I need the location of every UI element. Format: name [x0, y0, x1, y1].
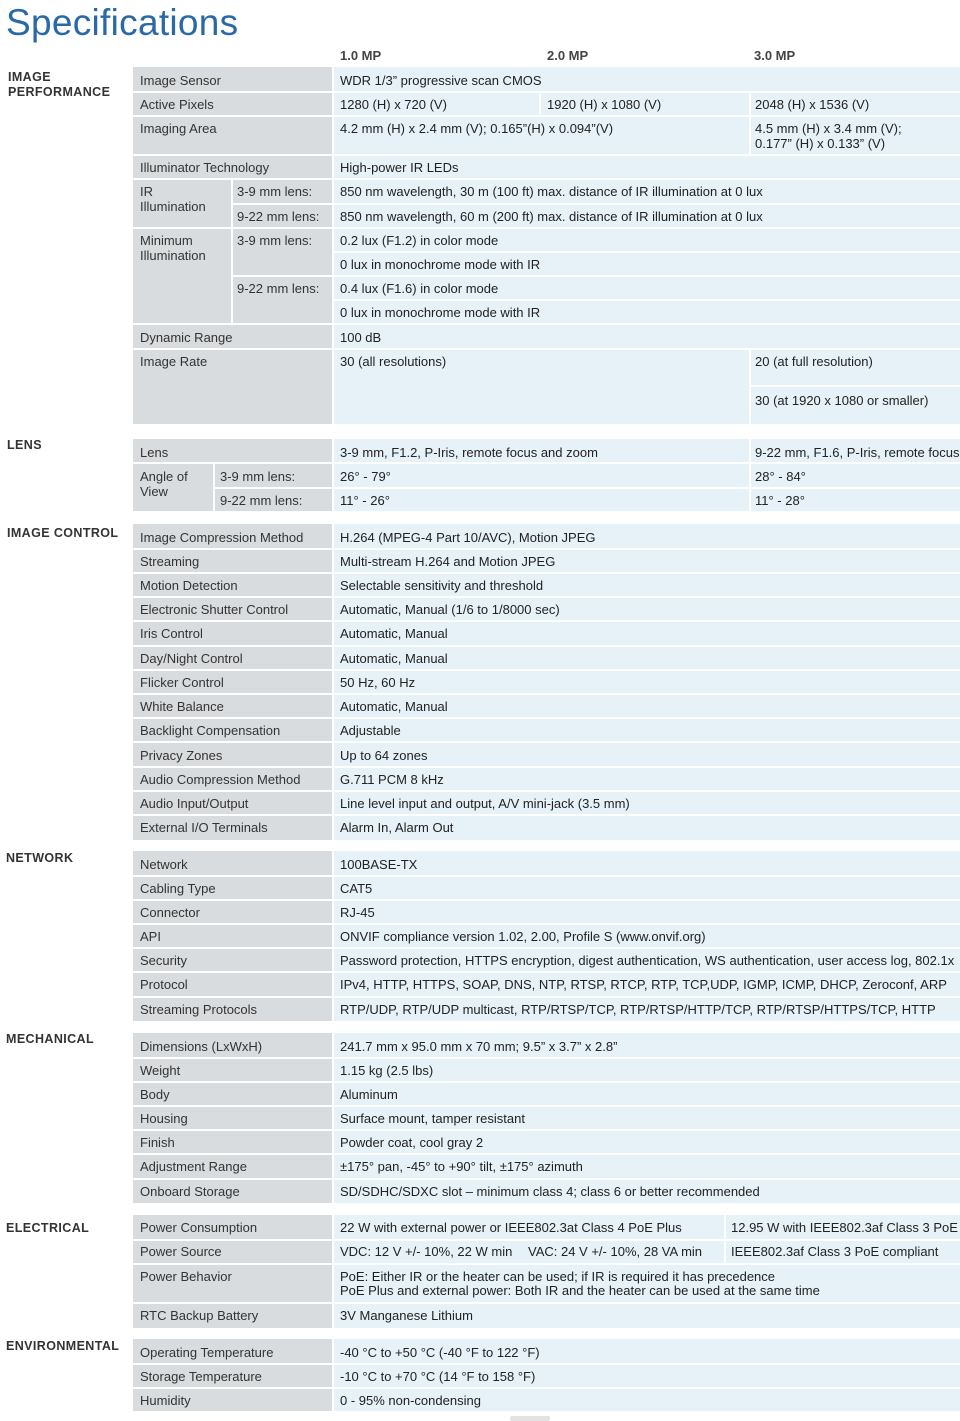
spec-value: SD/SDHC/SDXC slot – minimum class 4; class 6 or better recommended — [340, 1184, 760, 1199]
spec-label-power-behavior: Power Behavior — [140, 1269, 232, 1284]
spec-label: External I/O Terminals — [140, 820, 268, 835]
column-divider — [332, 1215, 334, 1328]
row-divider — [133, 1363, 960, 1365]
row-divider — [133, 323, 960, 325]
spec-label: Connector — [140, 905, 200, 920]
column-divider — [749, 439, 751, 511]
spec-value-image-sensor: WDR 1/3” progressive scan CMOS — [340, 73, 542, 88]
row-divider — [133, 1105, 960, 1107]
spec-label-power-consumption: Power Consumption — [140, 1220, 258, 1235]
spec-value: Powder coat, cool gray 2 — [340, 1135, 484, 1150]
label-line: Illumination — [140, 199, 206, 214]
spec-value-aov-9-22-3mp: 11° - 28° — [755, 493, 805, 508]
spec-label: Housing — [140, 1111, 188, 1126]
spec-value: 241.7 mm x 95.0 mm x 70 mm; 9.5” x 3.7” x 2.8” — [340, 1039, 618, 1054]
column-divider — [332, 851, 334, 1021]
section-mechanical: MECHANICAL — [6, 1032, 95, 1046]
spec-value-imaging-area-3mp-inch: 0.177” (H) x 0.133” (V) — [755, 136, 886, 151]
spec-value-dynamic-range: 100 dB — [340, 330, 382, 345]
spec-label: Operating Temperature — [140, 1345, 274, 1360]
spec-label: Dimensions (LxWxH) — [140, 1039, 263, 1054]
spec-value-imaging-area-3mp: 4.5 mm (H) x 3.4 mm (V); — [755, 121, 902, 136]
row-divider — [133, 790, 960, 792]
spec-label: Adjustment Range — [140, 1159, 247, 1174]
spec-label: Security — [140, 953, 187, 968]
spec-value-aov-3-9-3mp: 28° - 84° — [755, 469, 806, 484]
spec-value-min-illum-mono-3-9: 0 lux in monochrome mode with IR — [340, 257, 541, 272]
spec-label: Protocol — [140, 977, 188, 992]
spec-value: 1.15 kg (2.5 lbs) — [340, 1063, 434, 1078]
row-divider — [133, 766, 960, 768]
column-divider — [724, 1215, 726, 1263]
spec-value-ir-9-22: 850 nm wavelength, 60 m (200 ft) max. distance of IR illumination at 0 lux — [340, 209, 763, 224]
spec-value-aov-9-22-1mp: 11° - 26° — [340, 493, 390, 508]
spec-value: -10 °C to +70 °C (14 °F to 158 °F) — [340, 1369, 536, 1384]
spec-label-imaging-area: Imaging Area — [140, 121, 217, 136]
column-divider — [213, 464, 215, 511]
spec-value: Alarm In, Alarm Out — [340, 820, 454, 835]
spec-value-power-consumption-poe-plus: 22 W with external power or IEEE802.3at Class 4 PoE Plus — [340, 1220, 682, 1235]
spec-value: Multi-stream H.264 and Motion JPEG — [340, 554, 556, 569]
spec-label-ir-illumination — [140, 184, 206, 214]
spec-label-angle-of-view — [140, 469, 188, 499]
spec-label-minimum-illumination — [140, 233, 206, 263]
spec-label: Audio Input/Output — [140, 796, 249, 811]
spec-label: Onboard Storage — [140, 1184, 240, 1199]
row-divider — [133, 620, 960, 622]
label-line: IR — [140, 184, 153, 199]
row-divider — [133, 1153, 960, 1155]
spec-value: IPv4, HTTP, HTTPS, SOAP, DNS, NTP, RTSP, RTCP, RTP, TCP,UDP, IGMP, ICMP, DHCP, Zeroconf, ARP — [340, 977, 947, 992]
column-divider — [332, 1033, 334, 1203]
row-divider — [133, 899, 960, 901]
spec-label: Iris Control — [140, 626, 203, 641]
column-header-1mp: 1.0 MP — [340, 48, 382, 63]
row-divider — [133, 1057, 960, 1059]
row-divider — [133, 154, 960, 156]
spec-label: Day/Night Control — [140, 651, 243, 666]
row-divider — [133, 1129, 960, 1131]
row-divider — [213, 487, 960, 489]
spec-label: API — [140, 929, 161, 944]
row-divider — [133, 348, 960, 350]
spec-value: -40 °C to +50 °C (-40 °F to 122 °F) — [340, 1345, 540, 1360]
row-divider — [133, 971, 960, 973]
spec-label-power-source: Power Source — [140, 1244, 222, 1259]
spec-label: Privacy Zones — [140, 748, 223, 763]
row-divider — [133, 572, 960, 574]
spec-label: Streaming Protocols — [140, 1002, 258, 1017]
row-divider — [133, 741, 960, 743]
spec-value: 0 - 95% non-condensing — [340, 1393, 481, 1408]
lens-sublabel-3-9: 3-9 mm lens: — [220, 469, 296, 484]
spec-label: Finish — [140, 1135, 175, 1150]
row-divider — [133, 1387, 960, 1389]
row-divider — [333, 251, 960, 253]
row-divider — [133, 1239, 960, 1241]
spec-value-imaging-area-1mp: 4.2 mm (H) x 2.4 mm (V); 0.165”(H) x 0.094”(V) — [340, 121, 614, 136]
spec-label: Humidity — [140, 1393, 191, 1408]
spec-value-image-rate-3mp-reduced: 30 (at 1920 x 1080 or smaller) — [755, 393, 929, 408]
lens-sublabel-9-22: 9-22 mm lens: — [237, 281, 320, 296]
lens-sublabel-3-9: 3-9 mm lens: — [237, 233, 313, 248]
row-divider — [333, 299, 960, 301]
label-line: Illumination — [140, 248, 206, 263]
spec-value: Selectable sensitivity and threshold — [340, 578, 544, 593]
spec-label-illuminator: Illuminator Technology — [140, 160, 270, 175]
spec-label: Body — [140, 1087, 170, 1102]
spec-value-lens-3-9: 3-9 mm, F1.2, P-Iris, remote focus and zoom — [340, 445, 598, 460]
spec-value-power-source-poe: IEEE802.3af Class 3 PoE compliant — [731, 1244, 939, 1259]
spec-label: Cabling Type — [140, 881, 216, 896]
spec-value: ONVIF compliance version 1.02, 2.00, Profile S (www.onvif.org) — [340, 929, 706, 944]
spec-label: Network — [140, 857, 188, 872]
section-electrical: ELECTRICAL — [6, 1221, 90, 1235]
row-divider — [133, 814, 960, 816]
spec-value-image-rate-3mp-full: 20 (at full resolution) — [755, 354, 873, 369]
column-header-2mp: 2.0 MP — [547, 48, 589, 63]
row-divider — [231, 275, 960, 277]
spec-value: G.711 PCM 8 kHz — [340, 772, 444, 787]
spec-value-active-pixels-2mp: 1920 (H) x 1080 (V) — [547, 97, 662, 112]
spec-label: Image Compression Method — [140, 530, 304, 545]
spec-label: Audio Compression Method — [140, 772, 301, 787]
lens-sublabel-9-22: 9-22 mm lens: — [220, 493, 303, 508]
spec-value-power-source-vac: VAC: 24 V +/- 10%, 28 VA min — [528, 1244, 703, 1259]
row-divider — [133, 875, 960, 877]
row-divider — [133, 91, 960, 93]
row-divider — [133, 1081, 960, 1083]
section-lens: LENS — [7, 438, 42, 452]
row-divider — [133, 645, 960, 647]
spec-value-active-pixels-3mp: 2048 (H) x 1536 (V) — [755, 97, 870, 112]
column-divider — [332, 67, 334, 424]
column-divider — [749, 350, 751, 424]
column-divider — [332, 1339, 334, 1411]
spec-label-image-sensor: Image Sensor — [140, 73, 221, 88]
spec-value: Automatic, Manual (1/6 to 1/8000 sec) — [340, 602, 560, 617]
row-divider — [231, 203, 960, 205]
spec-value: Aluminum — [340, 1087, 398, 1102]
spec-value: RTP/UDP, RTP/UDP multicast, RTP/RTSP/TCP, RTP/RTSP/HTTP/TCP, RTP/RTSP/HTTPS/TCP, HTTP — [340, 1002, 936, 1017]
column-divider — [749, 93, 751, 154]
spec-label-rtc-battery: RTC Backup Battery — [140, 1308, 259, 1323]
lens-sublabel-3-9: 3-9 mm lens: — [237, 184, 313, 199]
spec-value: Surface mount, tamper resistant — [340, 1111, 525, 1126]
spec-value: Password protection, HTTPS encryption, digest authentication, WS authentication, user access log, 802.1x — [340, 953, 955, 968]
row-divider — [133, 923, 960, 925]
spec-value-power-behavior-poe: PoE: Either IR or the heater can be used; if IR is required it has precedence — [340, 1269, 776, 1284]
spec-value-power-consumption-poe: 12.95 W with IEEE802.3af Class 3 PoE — [731, 1220, 958, 1235]
scrollbar-thumb[interactable] — [510, 1416, 550, 1421]
spec-value-min-illum-color-9-22: 0.4 lux (F1.6) in color mode — [340, 281, 499, 296]
spec-value: CAT5 — [340, 881, 373, 896]
spec-value-power-behavior-poe-plus: PoE Plus and external power: Both IR and the heater can be used at the same time — [340, 1283, 820, 1298]
spec-value-lens-9-22: 9-22 mm, F1.6, P-Iris, remote focus — [755, 445, 960, 460]
lens-sublabel-9-22: 9-22 mm lens: — [237, 209, 320, 224]
spec-label-active-pixels: Active Pixels — [140, 97, 214, 112]
spec-value: ±175° pan, -45° to +90° tilt, ±175° azimuth — [340, 1159, 583, 1174]
label-line: View — [140, 484, 168, 499]
spec-value: Up to 64 zones — [340, 748, 428, 763]
spec-value-min-illum-color-3-9: 0.2 lux (F1.2) in color mode — [340, 233, 499, 248]
spec-value: Automatic, Manual — [340, 699, 448, 714]
spec-value-active-pixels-1mp: 1280 (H) x 720 (V) — [340, 97, 447, 112]
spec-label: Streaming — [140, 554, 200, 569]
row-divider — [749, 385, 960, 387]
section-image-control: IMAGE CONTROL — [7, 526, 119, 540]
spec-value: Automatic, Manual — [340, 626, 448, 641]
spec-label-dynamic-range: Dynamic Range — [140, 330, 233, 345]
row-divider — [133, 947, 960, 949]
spec-value: RJ-45 — [340, 905, 375, 920]
column-divider — [539, 93, 541, 115]
spec-label: Storage Temperature — [140, 1369, 262, 1384]
row-divider — [133, 548, 960, 550]
section-image-performance — [8, 70, 110, 100]
label-line: Minimum — [140, 233, 193, 248]
row-divider — [133, 115, 960, 117]
spec-value-aov-3-9-1mp: 26° - 79° — [340, 469, 391, 484]
spec-label-lens: Lens — [140, 445, 169, 460]
spec-value: 100BASE-TX — [340, 857, 418, 872]
spec-label: Flicker Control — [140, 675, 224, 690]
spec-value: Line level input and output, A/V mini-jack (3.5 mm) — [340, 796, 630, 811]
spec-label: White Balance — [140, 699, 224, 714]
row-divider — [133, 596, 960, 598]
spec-value-rtc-battery: 3V Manganese Lithium — [340, 1308, 473, 1323]
column-divider — [231, 180, 233, 323]
row-divider — [133, 1178, 960, 1180]
spec-value: 50 Hz, 60 Hz — [340, 675, 416, 690]
row-divider — [133, 178, 960, 180]
column-header-3mp: 3.0 MP — [754, 48, 796, 63]
label-line: Angle of — [140, 469, 188, 484]
row-divider — [133, 1302, 960, 1304]
spec-value: Adjustable — [340, 723, 401, 738]
column-divider — [332, 439, 334, 511]
section-title-line: IMAGE — [8, 70, 51, 84]
spec-value-image-rate-1mp: 30 (all resolutions) — [340, 354, 447, 369]
row-divider — [133, 693, 960, 695]
spec-label: Electronic Shutter Control — [140, 602, 289, 617]
spec-value: H.264 (MPEG-4 Part 10/AVC), Motion JPEG — [340, 530, 596, 545]
row-divider — [133, 717, 960, 719]
spec-label: Motion Detection — [140, 578, 238, 593]
spec-label: Weight — [140, 1063, 181, 1078]
row-divider — [133, 227, 960, 229]
spec-value-illuminator: High-power IR LEDs — [340, 160, 459, 175]
spec-label: Backlight Compensation — [140, 723, 281, 738]
spec-value: Automatic, Manual — [340, 651, 448, 666]
section-title-line: PERFORMANCE — [8, 85, 111, 99]
row-divider — [133, 996, 960, 998]
column-divider — [332, 524, 334, 840]
page-title: Specifications — [6, 2, 239, 43]
spec-value-power-source-vdc: VDC: 12 V +/- 10%, 22 W min — [340, 1244, 513, 1259]
spec-value-min-illum-mono-9-22: 0 lux in monochrome mode with IR — [340, 305, 541, 320]
row-divider — [133, 669, 960, 671]
section-network: NETWORK — [6, 851, 74, 865]
section-environmental: ENVIRONMENTAL — [6, 1339, 120, 1353]
spec-value-ir-3-9: 850 nm wavelength, 30 m (100 ft) max. distance of IR illumination at 0 lux — [340, 184, 763, 199]
row-divider — [133, 1263, 960, 1265]
spec-label-image-rate: Image Rate — [140, 354, 208, 369]
row-divider — [133, 462, 960, 464]
